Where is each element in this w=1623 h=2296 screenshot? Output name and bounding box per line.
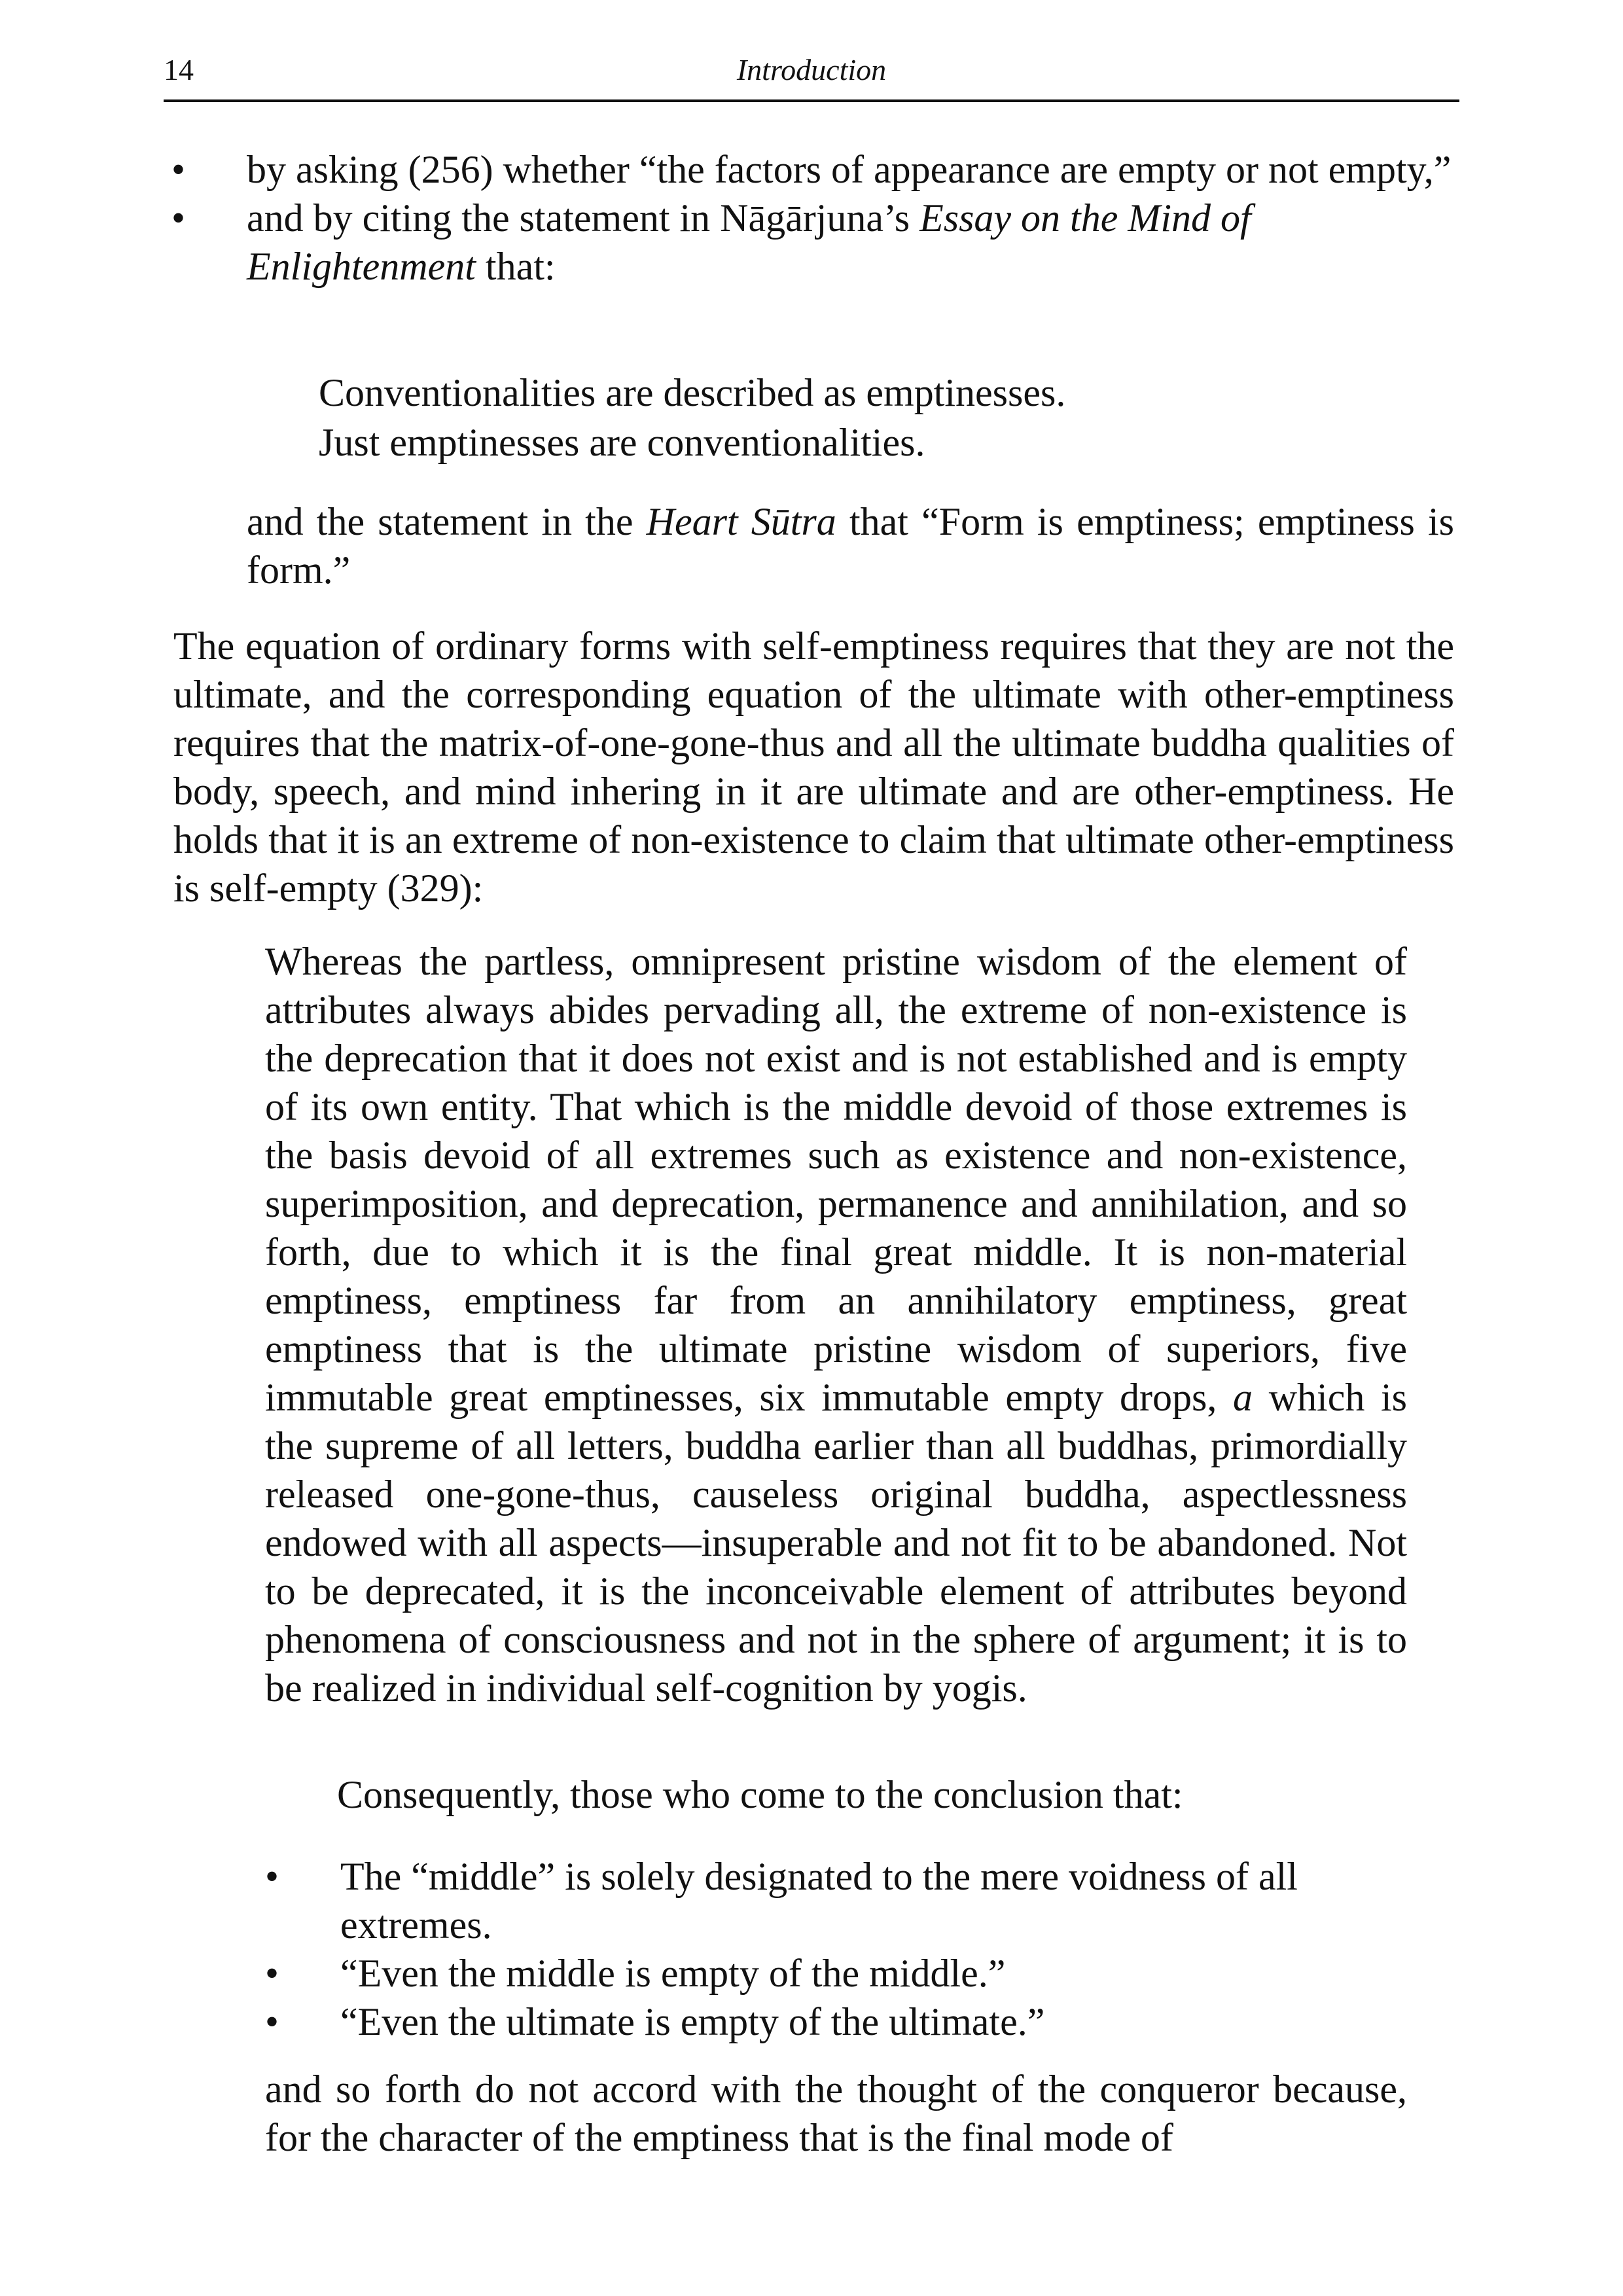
quote-bullet-item <box>265 1998 1407 2046</box>
letter-a: a <box>1233 1376 1253 1419</box>
quote-text-before: Whereas the partless, omnipresent pristine wisdom of the element of attributes always abides pervading all, the extreme of non-existence is the deprecation that it does not exist and is not established and is empty of its own entity. That which is the middle devoid of those extremes is the basis devoid of all extremes such as existence and non-existence, superimposition, and deprecation, permanence and annihilation, and so forth, due to which it is the final great middle. It is non-material emptiness, emptiness far from an annihilatory emptiness, great emptiness that is the ultimate pristine wisdom of superiors, five immutable great emptinesses, six immutable empty drops, <box>265 940 1407 1419</box>
bullet-item <box>171 145 1454 194</box>
page-header <box>164 47 1459 102</box>
consequently-line: Consequently, those who come to the conclusion that: <box>337 1773 1183 1816</box>
bullet-dot: • <box>171 148 186 191</box>
running-head: Introduction <box>736 53 887 86</box>
page-number: 14 <box>164 53 194 86</box>
bullet-item <box>171 194 1454 291</box>
sutra-title: Heart Sūtra <box>646 500 836 543</box>
quote-bullet-text: The “middle” is solely designated to the mere voidness of all extremes. <box>340 1855 1298 1946</box>
verse-line: Just emptinesses are conventionalities. <box>319 421 925 464</box>
bullet-dot: • <box>265 1855 279 1898</box>
quote-bullet-text: “Even the middle is empty of the middle.” <box>340 1952 1006 1995</box>
book-title: Essay on the Mind of Enlightenment <box>247 196 1251 288</box>
continuation-text-after: that “Form is emptiness; emptiness is form.” <box>247 500 1455 592</box>
bullet-text: by asking (256) whether “the factors of appearance are empty or not empty,” <box>247 148 1452 191</box>
verse-line: Conventionalities are described as emptinesses. <box>319 371 1066 414</box>
bullet-dot: • <box>265 1952 279 1995</box>
bullet-text-before: and by citing the statement in Nāgārjuna’s <box>247 196 920 240</box>
bullet-text-after: that: <box>475 245 556 288</box>
continuation-text-before: and the statement in the <box>247 500 647 543</box>
quote-bullet-item <box>265 1852 1407 1949</box>
closing-paragraph: and so forth do not accord with the thought of the conqueror because, for the character of the emptiness that is the final mode of <box>265 2068 1407 2159</box>
quote-bullet-list <box>265 1852 1407 2046</box>
quote-bullet-item <box>265 1949 1407 1998</box>
block-quote <box>265 937 1407 1712</box>
bullet-dot: • <box>171 196 186 240</box>
main-paragraph: The equation of ordinary forms with self-emptiness requires that they are not the ultimate, and the corresponding equation of the ultimate with other-emptiness requires that the matrix-of-one-gone-thus and all the ultimate buddha qualities of body, speech, and mind inhering in it are ultimate and are other-emptiness. He holds that it is an extreme of non-existence to claim that ultimate other-emptiness is self-empty (329): <box>173 624 1454 910</box>
intro-bullet-list <box>171 145 1454 291</box>
verse-quote <box>319 368 1366 467</box>
quote-text-after: which is the supreme of all letters, buddha earlier than all buddhas, primordially released one-gone-thus, causeless original buddha, aspectlessness endowed with all aspects—insuperable and not fit to be abandoned. Not to be deprecated, it is the inconceivable element of attributes beyond phenomena of consciousness and not in the sphere of argument; it is to be realized in individual self-cognition by yogis. <box>265 1376 1408 1710</box>
continuation-paragraph <box>247 497 1454 594</box>
quote-bullet-text: “Even the ultimate is empty of the ultimate.” <box>340 2000 1045 2043</box>
bullet-dot: • <box>265 2000 279 2043</box>
